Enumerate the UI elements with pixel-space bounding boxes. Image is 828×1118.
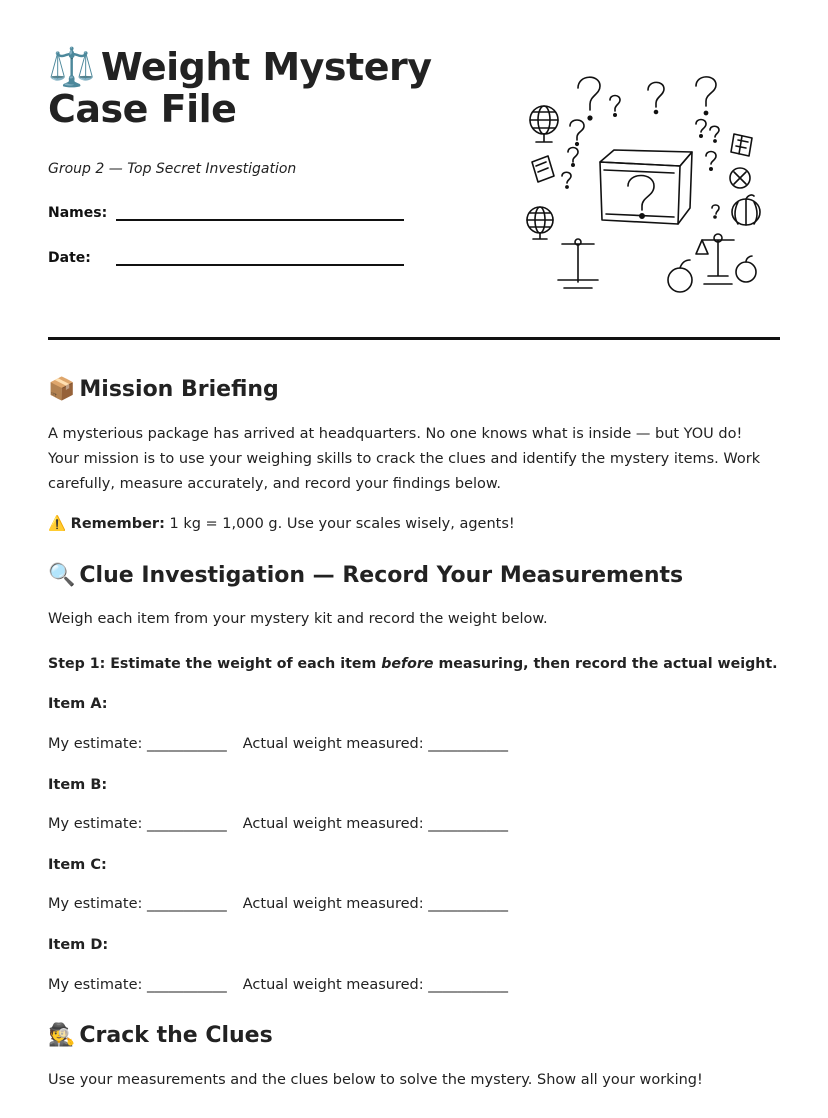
crack-heading-text: Crack the Clues <box>79 1023 273 1048</box>
step-instruction <box>48 652 778 677</box>
date-label: Date: <box>48 250 91 266</box>
mystery-box-icon <box>600 150 692 224</box>
page-subtitle: Group 2 — Top Secret Investigation <box>48 161 297 177</box>
crack-clues-heading <box>48 1022 273 1050</box>
estimate-blank[interactable]: My estimate: ___________ <box>48 816 227 832</box>
estimate-blank[interactable]: My estimate: ___________ <box>48 736 227 752</box>
warning-icon: ⚠️ <box>48 516 67 532</box>
balance-scale-icon <box>558 234 734 288</box>
clue-heading-text: Clue Investigation — Record Your Measurements <box>79 563 684 588</box>
step-text-end: measuring, then record the actual weight. <box>433 656 778 672</box>
item-d-label: Item D: <box>48 937 109 953</box>
clue-investigation-heading <box>48 562 683 590</box>
crack-clues-text: Use your measurements and the clues below to solve the mystery. Show all your working! <box>48 1072 703 1088</box>
page-title <box>48 46 518 130</box>
remember-text: 1 kg = 1,000 g. Use your scales wisely, agents! <box>169 516 515 532</box>
mystery-box-illustration <box>520 66 770 301</box>
item-c-label: Item C: <box>48 857 107 873</box>
names-label: Names: <box>48 205 108 221</box>
mission-heading-text: Mission Briefing <box>79 377 279 402</box>
names-field <box>48 201 404 221</box>
package-icon: 📦 <box>48 377 76 402</box>
clue-intro-text: Weigh each item from your mystery kit and record the weight below. <box>48 611 548 627</box>
estimate-blank[interactable]: My estimate: ___________ <box>48 896 227 912</box>
item-c-measurements <box>48 892 508 917</box>
estimate-blank[interactable]: My estimate: ___________ <box>48 977 227 993</box>
item-d-measurements <box>48 973 508 998</box>
item-a-label: Item A: <box>48 696 108 712</box>
remember-note <box>48 512 515 537</box>
mission-briefing-heading <box>48 376 279 404</box>
actual-weight-blank[interactable]: Actual weight measured: ___________ <box>242 736 508 752</box>
item-b-measurements <box>48 812 508 837</box>
pumpkin-icon <box>732 195 760 225</box>
item-a-measurements <box>48 732 508 757</box>
names-write-line[interactable] <box>116 201 404 221</box>
actual-weight-blank[interactable]: Actual weight measured: ___________ <box>242 816 508 832</box>
date-field <box>48 246 404 266</box>
gift-icon <box>730 168 750 188</box>
magnifier-icon: 🔍 <box>48 563 76 588</box>
question-mark-icon <box>562 77 719 218</box>
remember-label: Remember: <box>70 516 165 532</box>
item-b-label: Item B: <box>48 777 108 793</box>
balance-scale-icon: ⚖️ <box>48 45 95 89</box>
date-write-line[interactable] <box>116 246 404 266</box>
step-text-emphasis: before <box>381 656 434 672</box>
apple-icon <box>668 256 756 292</box>
step-text-start: Step 1: Estimate the weight of each item <box>48 656 382 672</box>
mission-briefing-text: A mysterious package has arrived at headquarters. No one knows what is inside — but YOU do! Your mission is to use your weighing skills to crack the clues and identify the mystery items. Work carefully, measure accurately, and record your findings below. <box>48 426 761 492</box>
header-divider <box>48 337 780 340</box>
actual-weight-blank[interactable]: Actual weight measured: ___________ <box>242 896 508 912</box>
detective-icon: 🕵️ <box>48 1023 76 1048</box>
actual-weight-blank[interactable]: Actual weight measured: ___________ <box>242 977 508 993</box>
worksheet-header <box>0 0 828 330</box>
title-text: Weight Mystery Case File <box>48 45 432 131</box>
